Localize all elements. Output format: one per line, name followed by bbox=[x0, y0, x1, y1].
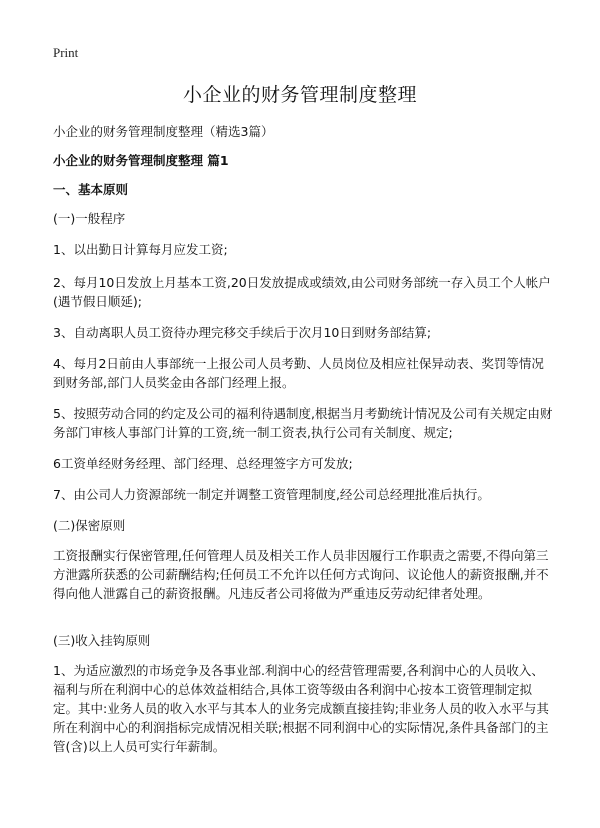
print-link[interactable]: Print bbox=[53, 45, 79, 60]
paragraph-6: 6工资单经财务经理、部门经理、总经理签字方可发放; bbox=[53, 456, 353, 471]
paragraph-5: 5、按照劳动合同的约定及公司的福利待遇制度,根据当月考勤统计情况及公司有关规定由财务部门审核人事部门计算的工资,统一制工资表,执行公司有关制度、规定; bbox=[53, 406, 553, 440]
subheading-confidentiality: (二)保密原则 bbox=[53, 518, 126, 533]
paragraph-7: 7、由公司人力资源部统一制定并调整工资管理制度,经公司总经理批准后执行。 bbox=[53, 487, 490, 502]
document-title: 小企业的财务管理制度整理 bbox=[182, 84, 417, 106]
paragraph-3: 3、自动离职人员工资待办理完移交手续后于次月10日到财务部结算; bbox=[53, 325, 432, 340]
paragraph-4: 4、每月2日前由人事部统一上报公司人员考勤、人员岗位及相应社保异动表、奖罚等情况到财务部,部门人员奖金由各部门经理上报。 bbox=[53, 356, 544, 390]
section-title: 小企业的财务管理制度整理 篇1 bbox=[53, 153, 229, 168]
paragraph-income-linkage: 1、为适应激烈的市场竞争及各事业部.利润中心的经营管理需要,各利润中心的人员收入、福利与所在利润中心的总体效益相结合,具体工资等级由各利润中心按本工资管理制定拟定。其中:业务人员的收入水平与其本人的业务完成额直接挂钩;非业务人员的收入水平与其所在利润中心的利润指标完成情况相关联;根据不同利润中心的实际情况,条件具备部门的主管(含)以上人员可实行年薪制。 bbox=[53, 663, 549, 754]
document-subtitle: 小企业的财务管理制度整理（精选3篇） bbox=[53, 124, 274, 139]
subheading-income-linkage: (三)收入挂钩原则 bbox=[53, 633, 151, 648]
paragraph-2: 2、每月10日发放上月基本工资,20日发放提成或绩效,由公司财务部统一存入员工个人帐户(遇节假日顺延); bbox=[53, 275, 551, 309]
heading-basic-principles: 一、基本原则 bbox=[53, 182, 129, 197]
paragraph-confidentiality: 工资报酬实行保密管理,任何管理人员及相关工作人员非因履行工作职责之需要,不得向第三方泄露所获悉的公司薪酬结构;任何员工不允许以任何方式询问、议论他人的薪资报酬,并不得向他人泄露自己的薪资报酬。凡违反者公司将做为严重违反劳动纪律者处理。 bbox=[53, 548, 549, 601]
subheading-general-procedure: (一)一般程序 bbox=[53, 211, 126, 226]
paragraph-1: 1、以出勤日计算每月应发工资; bbox=[53, 242, 228, 257]
